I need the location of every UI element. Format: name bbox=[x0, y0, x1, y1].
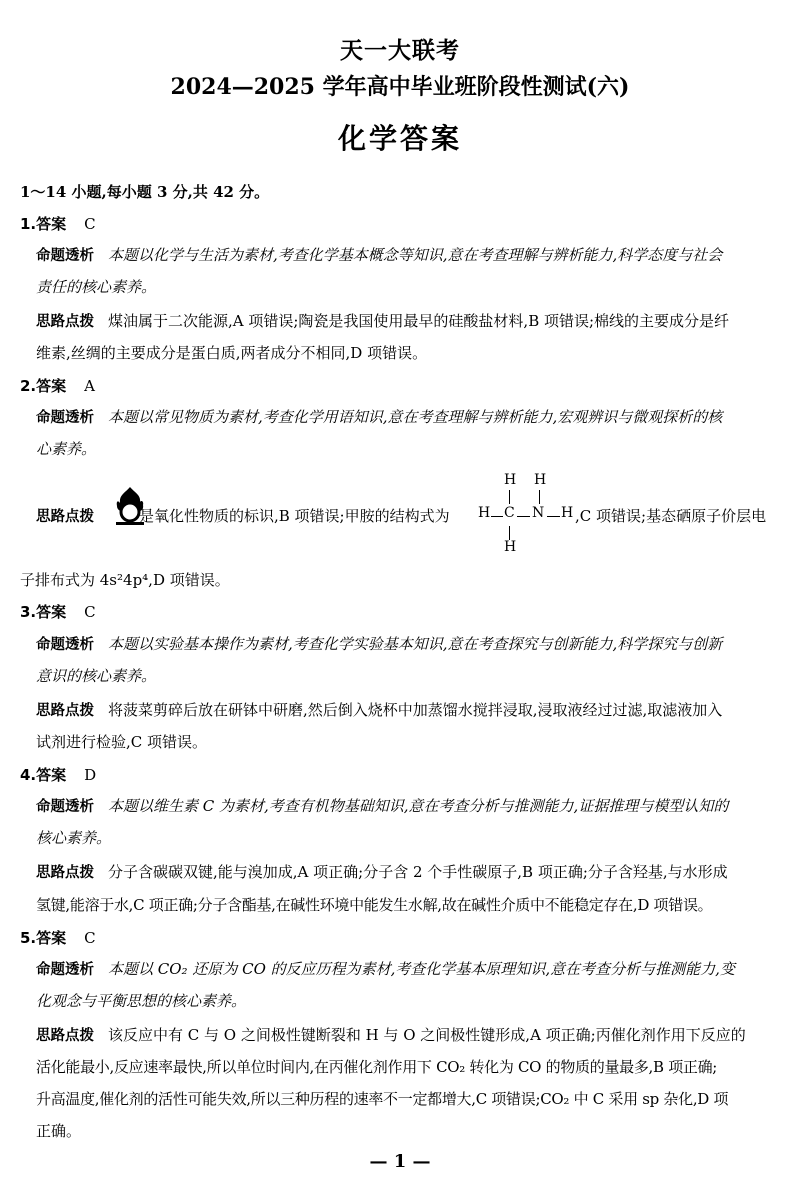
q5-hint-label: 思路点拨 bbox=[36, 1028, 94, 1044]
q5-hint-cont-1: 活化能最小,反应速率最快,所以单位时间内,在丙催化剂作用下 CO₂ 转化为 CO 的物质的量最多,B 项正确; bbox=[36, 1058, 718, 1076]
q3-analysis-label: 命题透析 bbox=[36, 637, 94, 653]
q1-analysis-cont: 责任的核心素养。 bbox=[36, 278, 157, 296]
q5-analysis bbox=[36, 958, 800, 981]
q5-number: 5. bbox=[20, 929, 37, 947]
q4-analysis-cont: 核心素养。 bbox=[36, 829, 112, 847]
q4-answer-label: 答案 bbox=[36, 766, 67, 784]
struct-h-right: H bbox=[561, 505, 574, 521]
q1-answer-row bbox=[20, 213, 790, 235]
struct-c: C bbox=[504, 505, 515, 521]
org-title: 天一大联考 bbox=[340, 37, 460, 64]
methylamine-structure bbox=[470, 472, 580, 562]
q2-analysis-cont: 心素养。 bbox=[36, 440, 97, 458]
q1-hint-cont: 维素,丝绸的主要成分是蛋白质,两者成分不相同,D 项错误。 bbox=[36, 344, 428, 362]
q2-answer-value: A bbox=[84, 377, 95, 395]
q5-analysis-label: 命题透析 bbox=[36, 962, 94, 978]
q2-answer-label: 答案 bbox=[36, 377, 67, 395]
q2-number: 2. bbox=[20, 377, 37, 395]
q1-analysis-text: 本题以化学与生活为素材,考查化学基本概念等知识,意在考查理解与辨析能力,科学态度与社会 bbox=[108, 246, 723, 264]
struct-n: N bbox=[532, 505, 545, 521]
struct-h-top-c: H bbox=[504, 472, 517, 488]
q4-hint bbox=[36, 861, 800, 884]
q2-analysis-text: 本题以常见物质为素材,考查化学用语知识,意在考查理解与辨析能力,宏观辨识与微观探析的核 bbox=[108, 408, 723, 426]
q5-analysis-text: 本题以 CO₂ 还原为 CO 的反应历程为素材,考查化学基本原理知识,意在考查分析与推测能力,变 bbox=[108, 960, 735, 978]
q5-answer-label: 答案 bbox=[36, 929, 67, 947]
q3-answer-row bbox=[20, 601, 790, 623]
exam-title: 2024—2025 学年高中毕业班阶段性测试(六) bbox=[170, 74, 630, 100]
q5-analysis-cont: 化观念与平衡思想的核心素养。 bbox=[36, 992, 247, 1010]
q5-hint-cont-3: 正确。 bbox=[36, 1122, 82, 1140]
q5-answer-value: C bbox=[84, 929, 96, 947]
q1-analysis-label: 命题透析 bbox=[36, 248, 94, 264]
q4-hint-text: 分子含碳碳双键,能与溴加成,A 项正确;分子含 2 个手性碳原子,B 项正确;分子含羟基,与水形成 bbox=[108, 863, 728, 881]
struct-h-bottom: H bbox=[504, 539, 517, 555]
q3-hint bbox=[36, 699, 800, 722]
q3-answer-value: C bbox=[84, 603, 96, 621]
q1-answer-label: 答案 bbox=[36, 215, 67, 233]
q4-answer-row bbox=[20, 764, 790, 786]
q4-analysis bbox=[36, 795, 800, 818]
struct-h-top-n: H bbox=[534, 472, 547, 488]
q3-number: 3. bbox=[20, 603, 37, 621]
q3-analysis-cont: 意识的核心素养。 bbox=[36, 667, 157, 685]
q4-number: 4. bbox=[20, 766, 37, 784]
q2-hint-cont: 子排布式为 4s²4p⁴,D 项错误。 bbox=[20, 571, 230, 589]
q4-analysis-text: 本题以维生素 C 为素材,考查有机物基础知识,意在考查分析与推测能力,证据推理与模型认知的 bbox=[108, 797, 729, 815]
q2-hint-label: 思路点拨 bbox=[36, 509, 94, 525]
q4-analysis-label: 命题透析 bbox=[36, 799, 94, 815]
q1-hint-text: 煤油属于二次能源,A 项错误;陶瓷是我国使用最早的硅酸盐材料,B 项错误;棉线的主要成分是纤 bbox=[108, 312, 730, 330]
q2-hint-text-b: ,C 项错误;基态硒原子价层电 bbox=[575, 507, 767, 525]
q3-answer-label: 答案 bbox=[36, 603, 67, 621]
q5-hint bbox=[36, 1024, 800, 1047]
q3-hint-label: 思路点拨 bbox=[36, 703, 94, 719]
q2-analysis-label: 命题透析 bbox=[36, 410, 94, 426]
page-number: — 1 — bbox=[369, 1151, 431, 1172]
section-intro: 1～14 小题,每小题 3 分,共 42 分。 bbox=[20, 183, 270, 201]
q1-analysis bbox=[36, 244, 800, 267]
q1-number: 1. bbox=[20, 215, 37, 233]
q4-hint-cont: 氢键,能溶于水,C 项正确;分子含酯基,在碱性环境中能发生水解,故在碱性介质中不能稳定存在,D 项错误。 bbox=[36, 896, 713, 914]
q1-answer-value: C bbox=[84, 215, 96, 233]
q3-hint-cont: 试剂进行检验,C 项错误。 bbox=[36, 733, 208, 751]
q3-hint-text: 将菠菜剪碎后放在研钵中研磨,然后倒入烧杯中加蒸馏水搅拌浸取,浸取液经过过滤,取滤液加入 bbox=[108, 701, 723, 719]
q2-answer-row bbox=[20, 375, 790, 397]
q3-analysis-text: 本题以实验基本操作为素材,考查化学实验基本知识,意在考查探究与创新能力,科学探究与创新 bbox=[108, 635, 723, 653]
q2-hint-text-a: 是氧化性物质的标识,B 项错误;甲胺的结构式为 bbox=[139, 507, 450, 525]
q5-answer-row bbox=[20, 927, 790, 949]
q4-answer-value: D bbox=[84, 766, 97, 784]
q2-analysis bbox=[36, 406, 800, 429]
q3-analysis bbox=[36, 633, 800, 656]
q5-hint-text: 该反应中有 C 与 O 之间极性键断裂和 H 与 O 之间极性键形成,A 项正确;丙催化剂作用下反应的 bbox=[108, 1026, 746, 1044]
struct-h-left: H bbox=[478, 505, 491, 521]
q1-hint bbox=[36, 310, 800, 333]
subject-title: 化学答案 bbox=[337, 122, 462, 155]
q1-hint-label: 思路点拨 bbox=[36, 314, 94, 330]
q4-hint-label: 思路点拨 bbox=[36, 865, 94, 881]
q5-hint-cont-2: 升高温度,催化剂的活性可能失效,所以三种历程的速率不一定都增大,C 项错误;CO₂ 中 C 采用 sp 杂化,D 项 bbox=[36, 1090, 729, 1108]
